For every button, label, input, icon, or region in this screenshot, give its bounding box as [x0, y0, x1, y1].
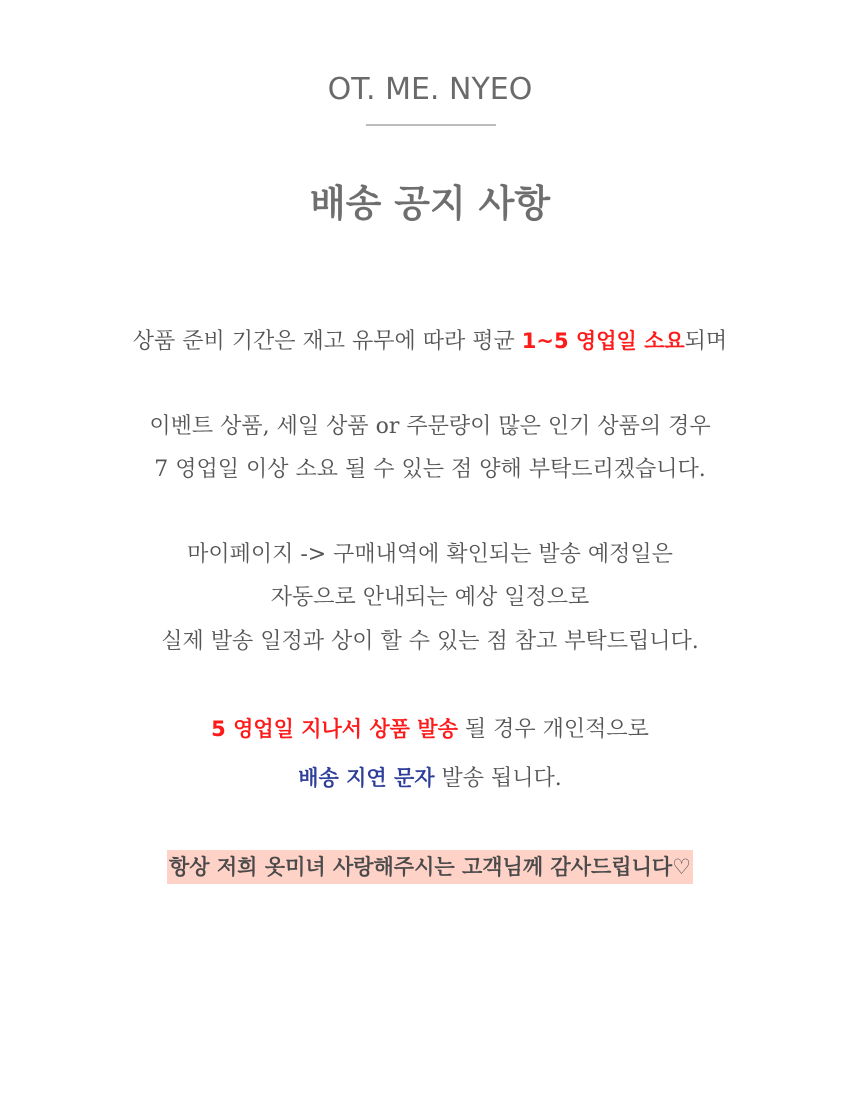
notice-line-5: 자동으로 안내되는 예상 일정으로	[270, 585, 590, 610]
brand-divider	[366, 124, 496, 126]
notice-line-8	[0, 762, 860, 795]
notice-line-3: 7 영업일 이상 소요 될 수 있는 점 양해 부탁드리겠습니다.	[154, 457, 706, 482]
notice-line-1	[0, 325, 860, 358]
notice-line-1-highlight: 1~5 영업일 소요	[521, 329, 685, 353]
closing-message: 항상 저희 옷미녀 사랑해주시는 고객님께 감사드립니다♡	[167, 850, 693, 884]
notice-line-7-highlight: 5 영업일 지나서 상품 발송	[211, 717, 458, 741]
notice-line-2: 이벤트 상품, 세일 상품 or 주문량이 많은 인기 상품의 경우	[149, 414, 711, 439]
notice-line-1-prefix: 상품 준비 기간은 재고 유무에 따라 평균	[132, 329, 522, 354]
closing-message-wrap	[0, 850, 860, 884]
brand-logo: OT. ME. NYEO	[327, 72, 533, 107]
notice-line-4: 마이페이지 -> 구매내역에 확인되는 발송 예정일은	[187, 542, 673, 567]
page-title: 배송 공지 사항	[309, 182, 551, 225]
notice-line-6: 실제 발송 일정과 상이 할 수 있는 점 참고 부탁드립니다.	[161, 629, 699, 654]
notice-line-8-highlight: 배송 지연 문자	[298, 766, 435, 790]
notice-line-8-suffix: 발송 됩니다.	[434, 766, 562, 791]
notice-line-7	[0, 713, 860, 746]
notice-line-1-suffix: 되며	[684, 329, 728, 354]
notice-line-7-suffix: 될 경우 개인적으로	[457, 717, 649, 742]
